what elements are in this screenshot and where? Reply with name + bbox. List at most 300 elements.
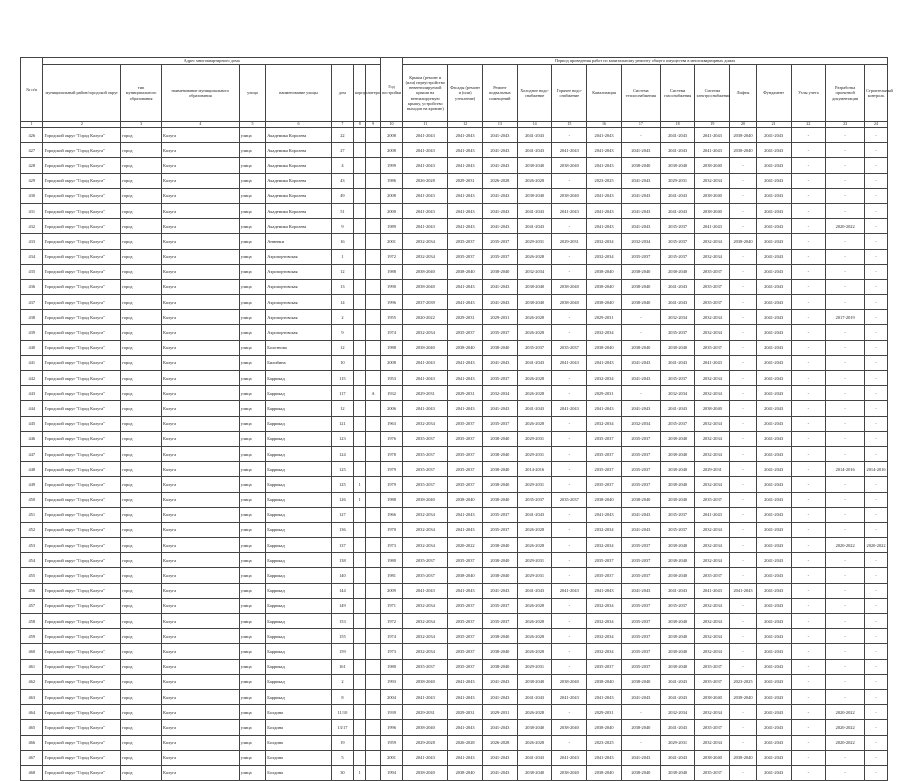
table-cell: улица (239, 644, 266, 659)
table-cell: город (121, 629, 162, 644)
table-cell: - (865, 371, 888, 386)
table-cell: 12 (331, 340, 353, 355)
table-cell: 2041-2043 (448, 219, 483, 234)
table-cell: 2032-2034 (403, 538, 448, 553)
table-cell: Баррикад (266, 598, 331, 613)
table-cell: 2 (331, 674, 353, 689)
table-cell: - (826, 416, 865, 431)
table-row (21, 629, 888, 644)
table-cell: - (730, 477, 757, 492)
table-cell: 1993 (380, 674, 402, 689)
table-cell: - (730, 340, 757, 355)
table-row (21, 249, 888, 264)
table-cell: 159 (331, 644, 353, 659)
table-cell: - (730, 462, 757, 477)
table-cell: 1980 (380, 553, 402, 568)
table-cell: 9 (331, 219, 353, 234)
column-number: 4 (162, 122, 240, 128)
table-cell: 2029-2031 (695, 462, 730, 477)
table-cell: 2035-2037 (448, 416, 483, 431)
table-cell: - (865, 492, 888, 507)
table-cell: - (552, 659, 587, 674)
table-cell: 2035-2037 (403, 477, 448, 492)
table-cell: Калуга (162, 492, 240, 507)
table-cell: - (865, 431, 888, 446)
table-cell: город (121, 750, 162, 765)
table-cell (354, 659, 366, 674)
column-header: Канализация (587, 65, 622, 122)
table-cell: 2041-2043 (403, 750, 448, 765)
table-cell: улица (239, 219, 266, 234)
table-cell: улица (239, 507, 266, 522)
table-cell: - (730, 371, 757, 386)
table-cell: Баррикад (266, 538, 331, 553)
table-cell: 138 (331, 553, 353, 568)
table-cell: - (826, 203, 865, 218)
table-cell: 1966 (380, 507, 402, 522)
table-cell: - (826, 568, 865, 583)
table-cell: 2035-2037 (695, 765, 730, 780)
table-cell (354, 568, 366, 583)
table-cell: 1988 (380, 264, 402, 279)
table-cell: 447 (21, 446, 43, 461)
table-row (21, 507, 888, 522)
table-cell: 1996 (380, 295, 402, 310)
table-cell: 2041-2043 (756, 340, 791, 355)
document-sheet (20, 57, 893, 781)
table-cell: 466 (21, 735, 43, 750)
column-header: № п/п (21, 58, 43, 122)
table-cell: 140 (331, 568, 353, 583)
table-cell: 2014-2016 (517, 462, 552, 477)
table-cell: - (826, 765, 865, 780)
table-cell: 2035-2037 (621, 553, 660, 568)
table-cell: 2029-2031 (448, 173, 483, 188)
table-cell: 2038-2040 (448, 765, 483, 780)
table-cell: Городской округ "Город Калуга" (43, 644, 121, 659)
table-cell: - (791, 143, 826, 158)
table-cell: - (730, 158, 757, 173)
table-cell: Городской округ "Город Калуга" (43, 477, 121, 492)
table-cell: 2041-2043 (482, 355, 517, 370)
table-cell: 2038-2040 (660, 446, 695, 461)
table-cell: Городской округ "Город Калуга" (43, 310, 121, 325)
table-cell: 1979 (380, 462, 402, 477)
table-cell: город (121, 644, 162, 659)
table-cell: 2020-2022 (865, 538, 888, 553)
table-cell: - (865, 128, 888, 143)
table-cell: 2038-2040 (517, 674, 552, 689)
table-cell: 2041-2043 (587, 143, 622, 158)
table-cell: 2038-2040 (695, 750, 730, 765)
table-cell: - (791, 203, 826, 218)
table-cell: город (121, 431, 162, 446)
table-cell: 2035-2037 (482, 234, 517, 249)
table-cell: 2041-2043 (756, 249, 791, 264)
table-cell: 2032-2034 (695, 553, 730, 568)
table-cell: улица (239, 735, 266, 750)
table-cell: - (791, 340, 826, 355)
table-cell: улица (239, 355, 266, 370)
table-cell: 2041-2043 (517, 355, 552, 370)
table-cell: улица (239, 553, 266, 568)
table-cell: 2038-2040 (517, 765, 552, 780)
table-cell: 2038-2040 (621, 674, 660, 689)
table-cell: 2032-2034 (695, 538, 730, 553)
table-cell: 2026-2028 (403, 173, 448, 188)
table-cell: 125 (331, 477, 353, 492)
table-cell: - (791, 279, 826, 294)
table-cell: Городской округ "Город Калуга" (43, 522, 121, 537)
table-cell: улица (239, 462, 266, 477)
table-cell: 2038-2040 (552, 279, 587, 294)
column-number: 23 (826, 122, 865, 128)
table-cell: 2029-2031 (660, 173, 695, 188)
column-header: Крыша (ремонт и (или) переустройство невентилируемой крыши на вентилируемую крышу, устройство выходов на кровлю) (403, 65, 448, 122)
table-cell: 2041-2043 (482, 158, 517, 173)
table-cell: - (865, 705, 888, 720)
column-number: 22 (791, 122, 826, 128)
table-cell (354, 143, 366, 158)
table-row (21, 583, 888, 598)
table-cell: 2041-2043 (517, 583, 552, 598)
table-cell: 2041-2043 (756, 644, 791, 659)
table-cell: 115 (331, 371, 353, 386)
table-cell: город (121, 720, 162, 735)
table-cell: 2026-2028 (517, 371, 552, 386)
table-cell: 2038-2040 (621, 264, 660, 279)
table-cell: Калуга (162, 659, 240, 674)
table-cell: - (826, 143, 865, 158)
table-cell: Городской округ "Город Калуга" (43, 416, 121, 431)
table-row (21, 264, 888, 279)
table-cell: - (826, 644, 865, 659)
table-cell: 2041-2043 (695, 355, 730, 370)
table-cell: 2041-2043 (660, 674, 695, 689)
table-cell (366, 188, 380, 203)
table-cell: 2038-2040 (730, 750, 757, 765)
table-cell: 2032-2034 (403, 644, 448, 659)
table-cell: улица (239, 371, 266, 386)
table-cell: 2038-2040 (482, 659, 517, 674)
table-cell: 2041-2043 (517, 128, 552, 143)
table-cell: 1994 (380, 765, 402, 780)
table-cell: - (552, 477, 587, 492)
table-cell: - (552, 614, 587, 629)
table-cell: 2041-2043 (756, 705, 791, 720)
table-cell: - (791, 219, 826, 234)
table-cell: 2020-2022 (826, 538, 865, 553)
table-cell: - (865, 644, 888, 659)
table-cell: 446 (21, 431, 43, 446)
table-cell (354, 325, 366, 340)
table-cell: Городской округ "Город Калуга" (43, 249, 121, 264)
column-header: Ремонт подвальных помещений (482, 65, 517, 122)
table-cell: 2032-2034 (587, 416, 622, 431)
table-cell: 2029-2031 (517, 477, 552, 492)
table-cell: - (826, 446, 865, 461)
table-cell: 2038-2040 (517, 279, 552, 294)
table-cell: улица (239, 477, 266, 492)
table-cell (354, 128, 366, 143)
table-cell: 2038-2040 (587, 279, 622, 294)
table-cell: - (621, 386, 660, 401)
table-cell: 2041-2043 (695, 219, 730, 234)
table-cell: 442 (21, 371, 43, 386)
table-cell: 123 (331, 431, 353, 446)
table-cell: 1932 (380, 386, 402, 401)
table-cell: улица (239, 674, 266, 689)
table-cell: 2038-2040 (552, 674, 587, 689)
table-cell: 2014-2016 (865, 462, 888, 477)
table-cell: Городской округ "Город Калуга" (43, 234, 121, 249)
table-cell (366, 173, 380, 188)
table-cell: 2006 (380, 401, 402, 416)
column-header: тип муниципального образования (121, 65, 162, 122)
table-cell: 2038-2040 (552, 720, 587, 735)
table-cell: 2038-2040 (403, 674, 448, 689)
table-cell: 2041-2043 (660, 295, 695, 310)
table-cell: - (552, 538, 587, 553)
table-cell: Баррикад (266, 614, 331, 629)
table-cell: 2035-2037 (621, 568, 660, 583)
table-cell: 460 (21, 644, 43, 659)
table-cell: - (826, 234, 865, 249)
table-cell: 2026-2028 (517, 249, 552, 264)
table-cell: 1974 (380, 325, 402, 340)
table-cell: 2041-2043 (621, 583, 660, 598)
table-cell: 464 (21, 705, 43, 720)
table-cell: Баррикад (266, 386, 331, 401)
table-cell: 2041-2043 (517, 203, 552, 218)
table-cell: - (791, 629, 826, 644)
table-cell: 2041-2043 (403, 128, 448, 143)
table-cell: улица (239, 765, 266, 780)
table-cell (366, 219, 380, 234)
table-cell (366, 234, 380, 249)
table-body (21, 128, 888, 781)
table-cell (354, 203, 366, 218)
table-cell: Городской округ "Город Калуга" (43, 538, 121, 553)
table-cell: 2041-2043 (482, 203, 517, 218)
table-cell: 2041-2043 (587, 128, 622, 143)
table-row (21, 765, 888, 780)
table-cell: 2035-2037 (482, 249, 517, 264)
table-cell: 1981 (380, 568, 402, 583)
table-cell: Городской округ "Город Калуга" (43, 158, 121, 173)
table-cell: Болдина (266, 765, 331, 780)
table-cell: - (826, 477, 865, 492)
table-cell: 14 (331, 295, 353, 310)
table-cell: 2035-2037 (517, 492, 552, 507)
table-cell: - (865, 355, 888, 370)
table-cell: 2041-2043 (756, 355, 791, 370)
table-cell: 2029-2031 (448, 310, 483, 325)
table-cell: Городской округ "Город Калуга" (43, 598, 121, 613)
table-cell (366, 735, 380, 750)
table-cell: Калуга (162, 720, 240, 735)
table-cell: - (865, 416, 888, 431)
column-header: Система электроснабжения (695, 65, 730, 122)
table-cell: 438 (21, 310, 43, 325)
table-cell: 2038-2040 (482, 629, 517, 644)
table-cell: 2029-2031 (517, 553, 552, 568)
table-cell: 2038-2040 (482, 477, 517, 492)
table-cell: Городской округ "Город Калуга" (43, 264, 121, 279)
table-cell: Калуга (162, 629, 240, 644)
table-cell: 2032-2034 (695, 249, 730, 264)
table-cell: - (730, 446, 757, 461)
table-cell: 2032-2034 (695, 735, 730, 750)
table-cell: 2041-2043 (756, 507, 791, 522)
table-cell: 2004 (380, 689, 402, 704)
table-cell: Калуга (162, 340, 240, 355)
column-header: Горячее водо-снабжение (552, 65, 587, 122)
table-cell: - (791, 583, 826, 598)
table-cell: 2020-2022 (826, 720, 865, 735)
table-cell: 2032-2034 (482, 386, 517, 401)
table-cell: 2038-2040 (621, 720, 660, 735)
table-cell: 2029-2031 (403, 386, 448, 401)
table-cell: - (865, 598, 888, 613)
table-cell: Городской округ "Город Калуга" (43, 553, 121, 568)
table-cell: - (730, 264, 757, 279)
table-cell: - (552, 446, 587, 461)
table-cell: 2041-2043 (756, 522, 791, 537)
table-cell: Баррикад (266, 431, 331, 446)
table-cell: 2032-2034 (587, 325, 622, 340)
table-cell: - (791, 614, 826, 629)
capital-repair-schedule-table (20, 57, 893, 781)
table-cell: 2038-2040 (448, 340, 483, 355)
table-cell: - (865, 720, 888, 735)
table-cell: 2041-2043 (756, 295, 791, 310)
table-cell: Баррикад (266, 553, 331, 568)
table-cell: Калуга (162, 158, 240, 173)
table-cell: 2041-2043 (756, 674, 791, 689)
table-cell: - (552, 371, 587, 386)
table-cell: 2035-2037 (621, 538, 660, 553)
table-cell: Баррикад (266, 416, 331, 431)
table-cell: 10 (331, 355, 353, 370)
table-cell: - (730, 659, 757, 674)
table-cell: Калуга (162, 219, 240, 234)
table-cell: Калуга (162, 507, 240, 522)
table-cell: Городской округ "Город Калуга" (43, 401, 121, 416)
table-cell: город (121, 295, 162, 310)
table-row (21, 674, 888, 689)
table-cell: 2041-2043 (660, 689, 695, 704)
table-cell: Баррикад (266, 522, 331, 537)
table-cell: 2038-2040 (621, 340, 660, 355)
table-cell: 2032-2034 (403, 507, 448, 522)
table-cell (366, 492, 380, 507)
table-cell: 2041-2043 (448, 128, 483, 143)
table-cell: 2029-2031 (517, 234, 552, 249)
table-cell: - (552, 522, 587, 537)
table-cell: 2029-2031 (517, 431, 552, 446)
table-cell: - (730, 279, 757, 294)
table-cell: - (552, 553, 587, 568)
table-cell: - (826, 295, 865, 310)
table-cell: - (826, 598, 865, 613)
table-cell: 2035-2037 (660, 325, 695, 340)
table-cell (366, 659, 380, 674)
table-row (21, 598, 888, 613)
table-cell: - (730, 416, 757, 431)
table-cell: 1 (331, 249, 353, 264)
table-cell: 2041-2043 (660, 401, 695, 416)
table-cell: - (552, 431, 587, 446)
table-cell: 2035-2037 (660, 598, 695, 613)
table-cell: 30 (331, 765, 353, 780)
table-cell: 462 (21, 674, 43, 689)
table-cell: 2041-2043 (448, 689, 483, 704)
table-cell (366, 462, 380, 477)
table-cell: 2041-2043 (403, 143, 448, 158)
table-cell: 2035-2037 (482, 416, 517, 431)
column-number: 20 (730, 122, 757, 128)
table-cell: город (121, 598, 162, 613)
table-cell: 2035-2037 (403, 568, 448, 583)
table-cell: улица (239, 431, 266, 446)
table-cell: улица (239, 279, 266, 294)
table-cell: - (791, 644, 826, 659)
table-cell: Городской округ "Город Калуга" (43, 219, 121, 234)
table-cell (354, 371, 366, 386)
table-cell: 1980 (380, 659, 402, 674)
column-number: 5 (239, 122, 266, 128)
table-cell: Калуга (162, 538, 240, 553)
table-cell: 2038-2040 (660, 477, 695, 492)
table-cell: 2026-2028 (517, 644, 552, 659)
table-cell: 2041-2043 (448, 188, 483, 203)
table-row (21, 371, 888, 386)
table-cell (366, 249, 380, 264)
table-cell: 2041-2043 (756, 188, 791, 203)
column-number: 16 (587, 122, 622, 128)
table-cell (366, 674, 380, 689)
table-cell: Калуга (162, 431, 240, 446)
table-cell: 467 (21, 750, 43, 765)
table-cell: 2032-2034 (695, 446, 730, 461)
table-cell: - (826, 674, 865, 689)
column-number: 1 (21, 122, 43, 128)
table-cell: 2041-2043 (552, 750, 587, 765)
table-cell: 2035-2037 (695, 568, 730, 583)
table-cell (366, 401, 380, 416)
table-cell: 2041-2043 (403, 401, 448, 416)
table-cell: 2041-2043 (756, 629, 791, 644)
table-cell: 2038-2040 (730, 689, 757, 704)
table-cell: 2038-2040 (621, 279, 660, 294)
table-cell: - (826, 614, 865, 629)
table-cell: 2035-2037 (448, 614, 483, 629)
table-cell: 1979 (380, 477, 402, 492)
table-cell: - (826, 188, 865, 203)
table-cell: Аэропортовская (266, 325, 331, 340)
column-number: 14 (517, 122, 552, 128)
table-cell: 2041-2043 (448, 355, 483, 370)
table-cell: 2035-2037 (660, 416, 695, 431)
table-cell: 4 (331, 158, 353, 173)
table-cell: 2035-2037 (695, 659, 730, 674)
table-cell: город (121, 386, 162, 401)
table-cell: Городской округ "Город Калуга" (43, 325, 121, 340)
table-cell: 2035-2037 (621, 629, 660, 644)
table-cell: 27 (331, 143, 353, 158)
table-row (21, 477, 888, 492)
